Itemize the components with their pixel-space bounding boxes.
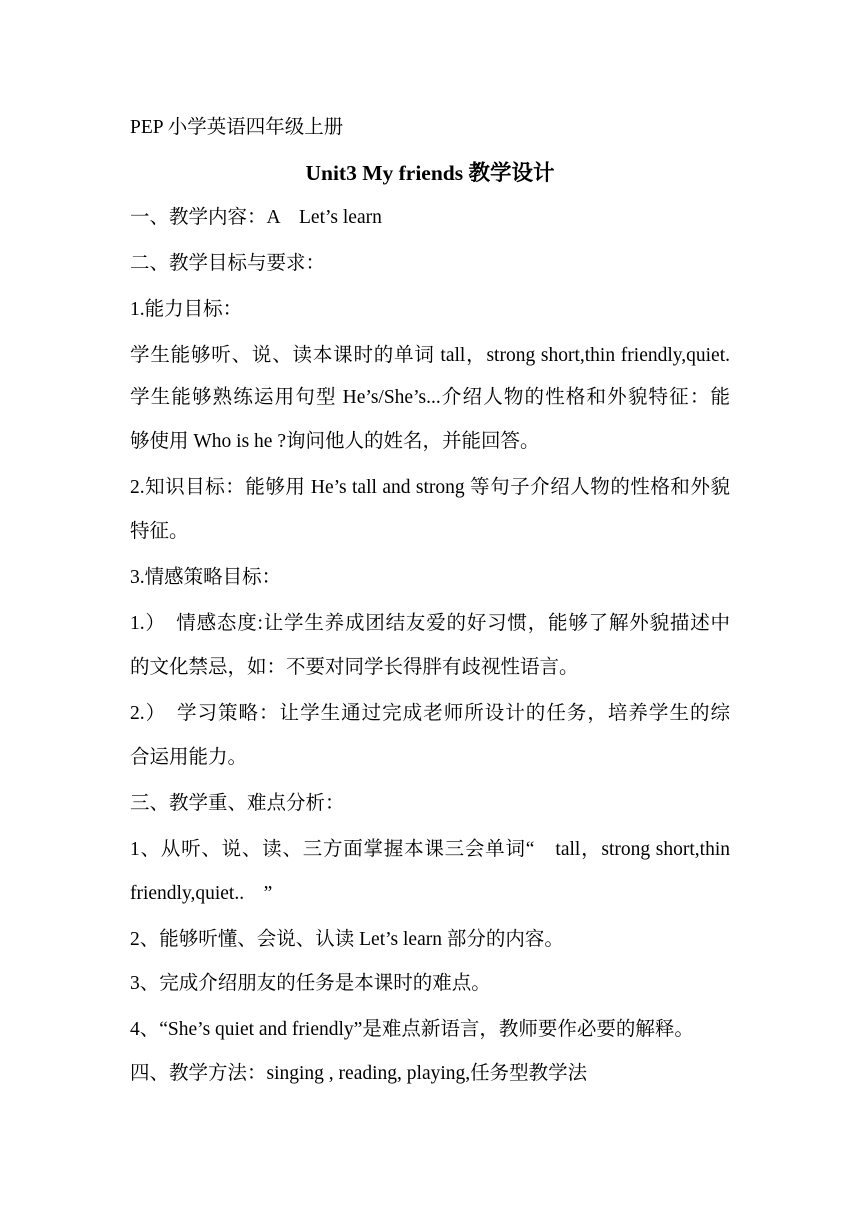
paragraph-line: 特征。	[130, 521, 189, 542]
paragraph-line: 学生能够熟练运用句型 He’s/She’s...介绍人物的性格和外貌特征：能	[130, 387, 730, 408]
knowledge-objective: 2.知识目标：能够用 He’s tall and strong 等句子介绍人物的性格和外貌	[130, 477, 730, 498]
section-objectives: 二、教学目标与要求：	[130, 253, 326, 274]
paragraph-line: 1.） 情感态度:让学生养成团结友爱的好习惯，能够了解外貌描述中	[130, 613, 730, 634]
paragraph-line: 4、“She’s quiet and friendly”是难点新语言，教师要作必要的解释。	[130, 1019, 694, 1040]
paragraph-line: 2.） 学习策略：让学生通过完成老师所设计的任务，培养学生的综	[130, 703, 730, 724]
paragraph-line: 够使用 Who is he ?询问他人的姓名，并能回答。	[130, 431, 540, 452]
paragraph-line: 学生能够听、说、读本课时的单词 tall，strong short,thin friendly,quiet.	[130, 345, 730, 366]
document-title: Unit3 My friends 教学设计	[305, 161, 555, 185]
section-key-points: 三、教学重、难点分析：	[130, 793, 345, 814]
affective-objective-heading: 3.情感策略目标：	[130, 567, 282, 588]
paragraph-line: friendly,quiet.. ”	[130, 883, 273, 904]
paragraph-line: 1、从听、说、读、三方面掌握本课三会单词“ tall，strong short,thin	[130, 839, 730, 860]
document-header: PEP 小学英语四年级上册	[130, 117, 344, 138]
paragraph-line: 3、完成介绍朋友的任务是本课时的难点。	[130, 973, 491, 994]
paragraph-line: 合运用能力。	[130, 747, 248, 768]
section-methods: 四、教学方法：singing , reading, playing,任务型教学法	[130, 1063, 588, 1084]
section-content: 一、教学内容：A Let’s learn	[130, 207, 382, 228]
paragraph-line: 2、能够听懂、会说、认读 Let’s learn 部分的内容。	[130, 929, 564, 950]
ability-objective-heading: 1.能力目标：	[130, 299, 243, 320]
paragraph-line: 的文化禁忌，如：不要对同学长得胖有歧视性语言。	[130, 657, 579, 678]
